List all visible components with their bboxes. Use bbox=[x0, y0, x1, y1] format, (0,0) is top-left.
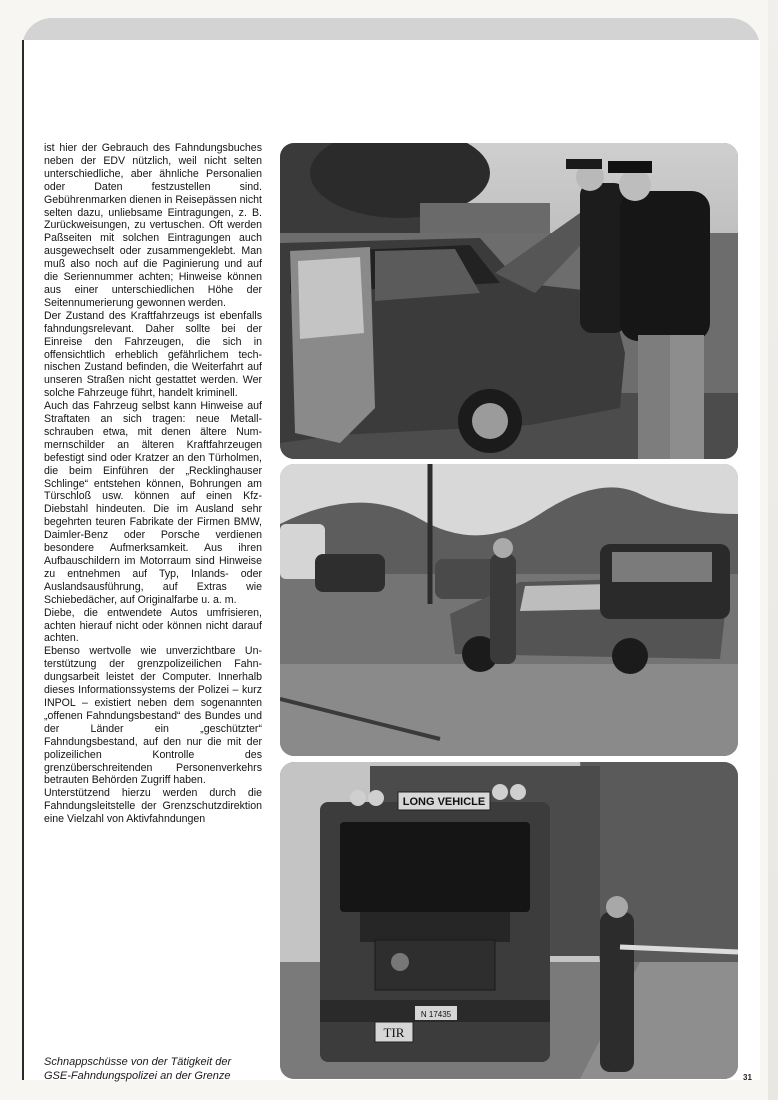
truck-plate-text: N 17435 bbox=[420, 1010, 452, 1019]
photo-caption bbox=[44, 1055, 274, 1083]
article-text-column bbox=[44, 142, 262, 826]
page-number: 31 bbox=[743, 1073, 752, 1082]
photo-truck-check bbox=[280, 762, 738, 1079]
truck-tir-plate-text: TIR bbox=[383, 1025, 405, 1040]
photo-roadside-cars bbox=[280, 464, 738, 756]
article-paragraph: Ebenso wertvolle wie unverzichtbare Unterstützung der grenzpolizeilichen Fahndungsarbeit leistet der Computer. Innerhalb dieses Informationssystems der Polizei – kurz INPOL – existiert neben dem sogenannten „offenen Fahndungsbestand“ des Bundes und der Länder ein „geschützter“ Fahndungsbestand, auf den nur die mit der polizeilichen Kontrolle des grenzüberschreitenden Personenverkehrs betrauten Behörden Zugriff haben. bbox=[44, 645, 262, 787]
article-paragraph: ist hier der Gebrauch des Fahndungsbuches neben der EDV nützlich, weil nicht selten unterschiedliche, aber ähnliche Personalien oder Daten festzustellen sind. Gebührenmarken dienen in Reisepässen nicht selten dazu, unliebsame Eintragungen, z. B. Zurückweisungen, zu vertuschen. Oft werden Paßseiten mit solchen Eintragungen auch ausgewechselt oder zusammengeklebt. Man muß also noch auf die Paginierung und auf die Seriennummer achten; Hinweise können aus einer unterschiedlichen Höhe der Seitennumerierung gewonnen werden. bbox=[44, 142, 262, 309]
article-paragraph: Der Zustand des Kraftfahrzeugs ist ebenfalls fahndungsrelevant. Daher sollte bei der Einreise den Fahrzeugen, die sich in offensichtlich erheblich gefährlichem technischen Zustand befinden, die Weiterfahrt auf unseren Straßen nicht gestattet werden. Wer solche Fahrzeuge führt, handelt kriminell. bbox=[44, 309, 262, 400]
photo-car-inspection bbox=[280, 143, 738, 459]
article-paragraph: Unterstützend hierzu werden durch die Fahndungsleitstelle der Grenzschutzdirektion eine Vielzahl von Aktivfahndungen bbox=[44, 787, 262, 826]
page-edge bbox=[768, 0, 778, 1100]
article-paragraph: Diebe, die entwendete Autos umfrisieren, achten hierauf nicht oder können nicht darauf achten. bbox=[44, 606, 262, 645]
caption-line: Schnappschüsse von der Tätigkeit der bbox=[44, 1056, 232, 1068]
truck-sign-text: LONG VEHICLE bbox=[402, 796, 486, 808]
caption-line: GSE-Fahndungspolizei an der Grenze bbox=[44, 1070, 231, 1082]
article-paragraph: Auch das Fahrzeug selbst kann Hinweise auf Straftaten an sich tragen: neue Metallschrauben etwa, mit denen ältere Nummernschilder an älteren Kraftfahrzeugen befestigt sind oder Kratzer an den Türholmen, die beim Einführen der „Recklinghauser Schlinge“ entstehen können, Bohrungen am Türschloß usw. können auf einen Kfz-Diebstahl hindeuten. Die im Ausland sehr begehrten teuren Fabrikate der Firmen BMW, Daimler-Benz oder Porsche verdienen besondere Aufmerksamkeit. Aus ihren Aufbauschildern im Motorraum sind Hinweise zu entnehmen auf Typ, Inlands- oder Auslandsausführung, auf Extras wie Schiebedächer, auf Originalfarbe u. a. m. bbox=[44, 400, 262, 606]
left-frame-rule bbox=[22, 40, 24, 1080]
